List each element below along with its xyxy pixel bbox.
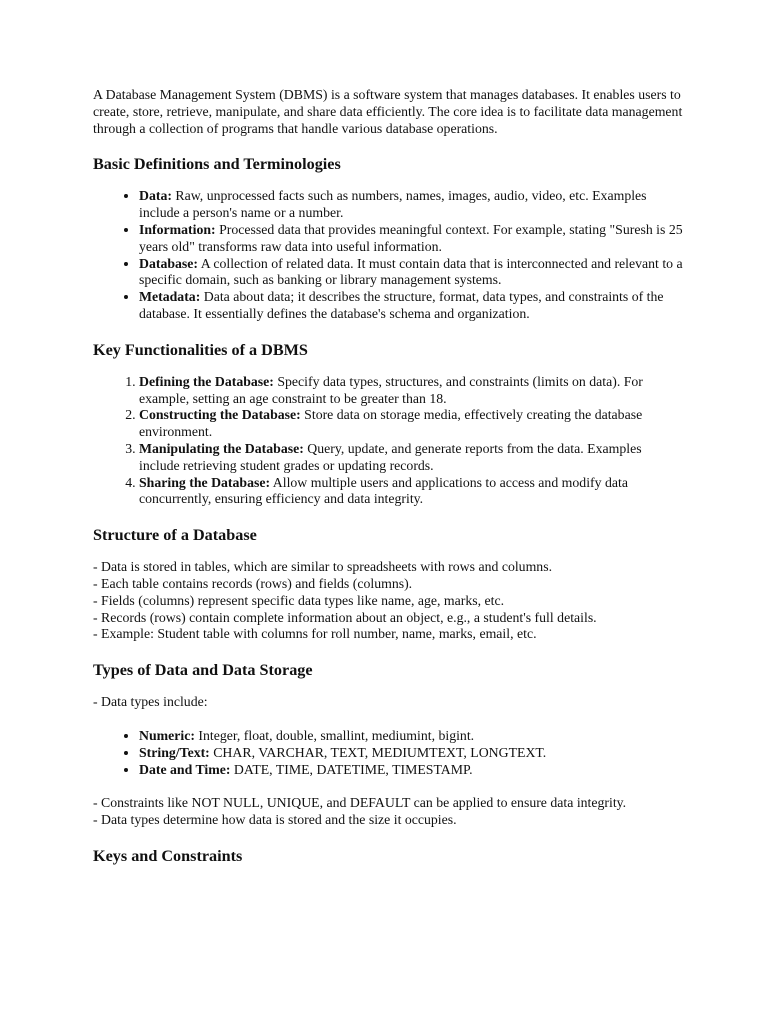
heading-functionalities: Key Functionalities of a DBMS xyxy=(93,340,308,359)
structure-line: - Fields (columns) represent specific data types like name, age, marks, etc. xyxy=(93,592,505,608)
heading-keys: Keys and Constraints xyxy=(93,846,243,865)
definition-text: Raw, unprocessed facts such as numbers, names, images, audio, video, etc. Examples include a person's name or a number. xyxy=(139,188,647,221)
list-item xyxy=(139,745,683,762)
list-item xyxy=(139,762,683,779)
list-item xyxy=(139,188,683,222)
functionality-text: Store data on storage media, effectively creating the database environment. xyxy=(139,407,643,440)
intro-paragraph: A Database Management System (DBMS) is a software system that manages databases. It enables users to create, store, retrieve, manipulate, and share data efficiently. The core idea is to facilitate data management through a collection of programs that handle various database operations. xyxy=(93,87,683,136)
term-database: Database: xyxy=(139,255,199,271)
types-lead: - Data types include: xyxy=(93,694,208,710)
document-page xyxy=(93,87,683,866)
term-information: Information: xyxy=(139,221,216,237)
list-item xyxy=(139,441,683,475)
term-numeric: Numeric: xyxy=(139,727,195,743)
term-metadata: Metadata: xyxy=(139,289,201,305)
list-item xyxy=(139,728,683,745)
term-datetime: Date and Time: xyxy=(139,761,231,777)
type-text: CHAR, VARCHAR, TEXT, MEDIUMTEXT, LONGTEXT. xyxy=(209,744,547,760)
functionalities-list xyxy=(93,374,683,508)
structure-line: - Example: Student table with columns for roll number, name, marks, email, etc. xyxy=(93,626,537,642)
definition-text: Processed data that provides meaningful context. For example, stating "Suresh is 25 years old" transforms raw data into useful information. xyxy=(139,221,683,254)
list-item xyxy=(139,475,683,509)
types-list xyxy=(93,728,683,778)
heading-definitions: Basic Definitions and Terminologies xyxy=(93,155,341,174)
term-data: Data: xyxy=(139,188,172,204)
term-constructing: Constructing the Database: xyxy=(139,407,301,423)
type-text: Integer, float, double, smallint, mediumint, bigint. xyxy=(194,727,475,743)
types-after-line: - Constraints like NOT NULL, UNIQUE, and DEFAULT can be applied to ensure data integrity. xyxy=(93,795,627,811)
type-text: DATE, TIME, DATETIME, TIMESTAMP. xyxy=(230,761,473,777)
structure-line: - Each table contains records (rows) and fields (columns). xyxy=(93,575,413,591)
structure-line: - Data is stored in tables, which are similar to spreadsheets with rows and columns. xyxy=(93,559,553,575)
term-string: String/Text: xyxy=(139,744,210,760)
term-sharing: Sharing the Database: xyxy=(139,474,271,490)
types-after-lines xyxy=(93,795,683,829)
structure-line: - Records (rows) contain complete information about an object, e.g., a student's full details. xyxy=(93,609,597,625)
definition-text: Data about data; it describes the structure, format, data types, and constraints of the database. It essentially defines the database's schema and organization. xyxy=(139,289,664,321)
definitions-list xyxy=(93,188,683,322)
term-manipulating: Manipulating the Database: xyxy=(139,440,304,456)
list-item xyxy=(139,289,683,323)
list-item xyxy=(139,374,683,408)
list-item xyxy=(139,222,683,256)
definition-text: A collection of related data. It must contain data that is interconnected and relevant to a specific domain, such as banking or library management systems. xyxy=(139,255,683,288)
heading-types: Types of Data and Data Storage xyxy=(93,661,313,680)
term-defining: Defining the Database: xyxy=(139,373,274,389)
functionality-text: Specify data types, structures, and constraints (limits on data). For example, setting an age constraint to be greater than 18. xyxy=(139,373,643,406)
list-item xyxy=(139,407,683,441)
functionality-text: Allow multiple users and applications to access and modify data concurrently, ensuring efficiency and data integrity. xyxy=(139,474,628,507)
heading-structure: Structure of a Database xyxy=(93,526,257,545)
types-after-line: - Data types determine how data is stored and the size it occupies. xyxy=(93,812,457,828)
structure-lines xyxy=(93,559,683,643)
functionality-text: Query, update, and generate reports from the data. Examples include retrieving student grades or updating records. xyxy=(139,440,642,473)
list-item xyxy=(139,256,683,290)
